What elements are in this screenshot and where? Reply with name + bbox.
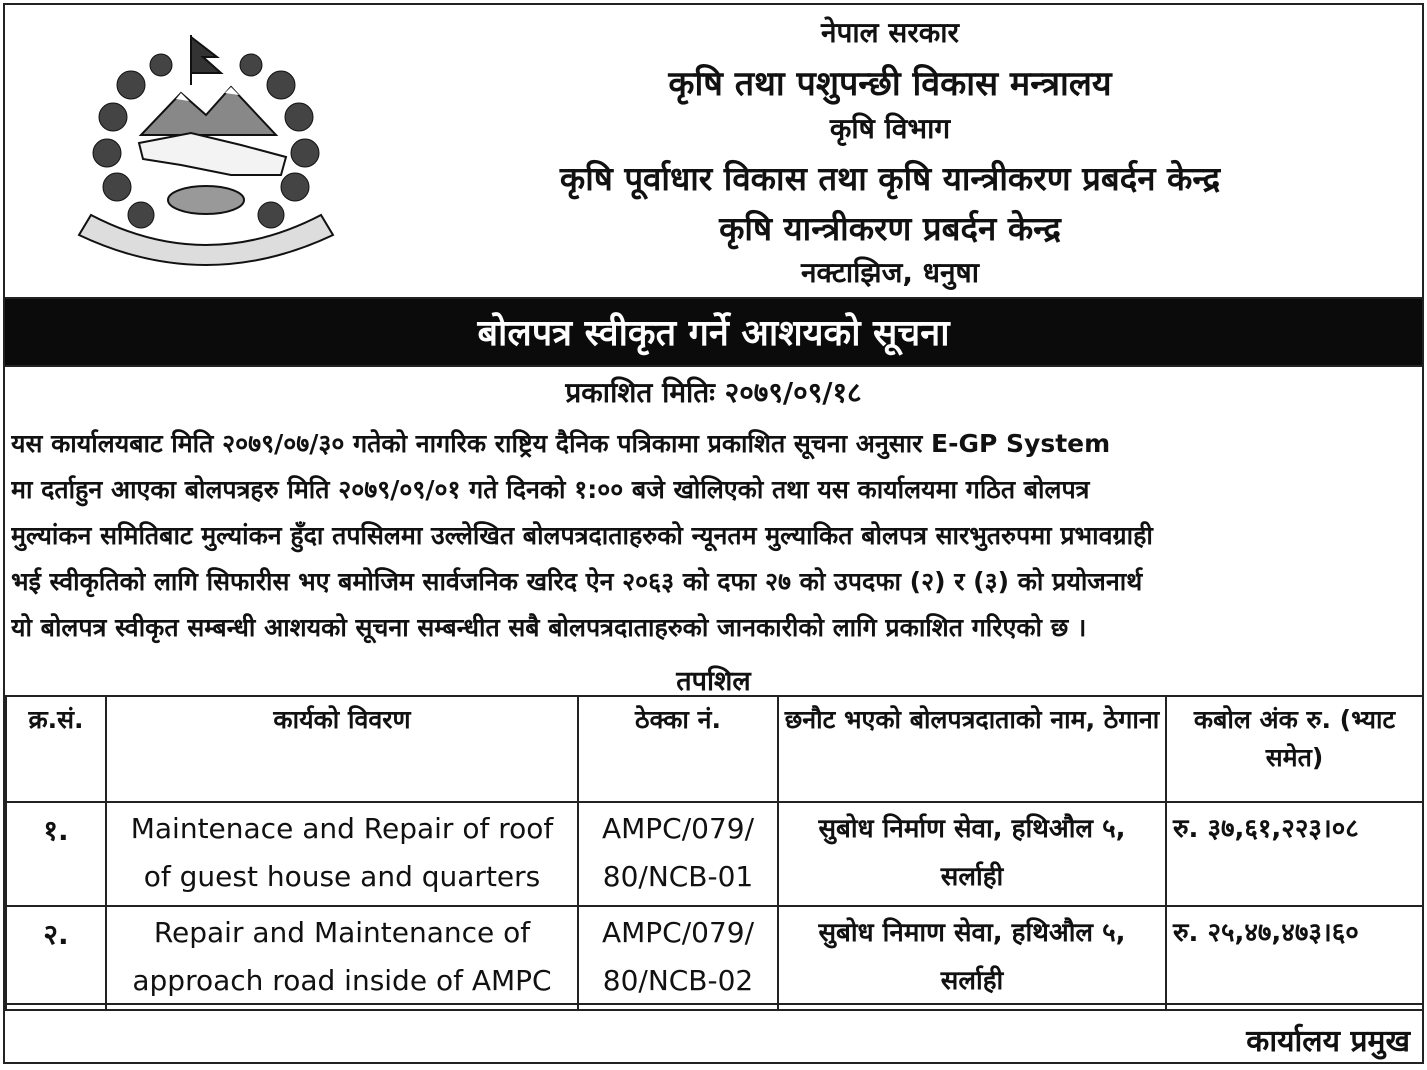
row-bidder: सुबोध निमाण सेवा, हथिऔल ५, सर्लाही (778, 906, 1166, 1010)
row-description: Maintenace and Repair of roof of guest house and quarters (106, 802, 578, 906)
body-line: मुल्यांकन समितिबाट मुल्यांकन हुँदा तपसिलमा उल्लेखित बोलपत्रदाताहरुको न्यूनतम मुल्याकित बोलपत्र सारभुतरुपमा प्रभावग्राही (11, 521, 1153, 550)
row-contract-no: AMPC/079/ 80/NCB-02 (578, 906, 778, 1010)
body-line: यो बोलपत्र स्वीकृत सम्बन्धी आशयको सूचना सम्बन्धीत सबै बोलपत्रदाताहरुको जानकारीको लागि प्रकाशित गरिएको छ । (11, 613, 1087, 642)
body-line: यस कार्यालयबाट मिति २०७९/०७/३० गतेको नागरिक राष्ट्रिय दैनिक पत्रिकामा प्रकाशित सूचना अनुसार E-GP System (11, 429, 1111, 458)
tender-table (5, 695, 1424, 1011)
notice-header (5, 5, 1422, 297)
center-full-name: कृषि पूर्वाधार विकास तथा कृषि यान्त्रीकरण प्रबर्दन केन्द्र (559, 159, 1221, 198)
header-bidder: छनौट भएको बोलपत्रदाताको नाम, ठेगाना (778, 696, 1166, 802)
row-amount: रु. ३७,६१,२२३।०८ (1166, 802, 1423, 906)
header-description: कार्यको विवरण (106, 696, 578, 802)
notice-page (3, 3, 1424, 1064)
center-name: कृषि यान्त्रीकरण प्रबर्दन केन्द्र (719, 209, 1061, 248)
table-header-row (6, 696, 1423, 802)
row-amount: रु. २५,४७,४७३।६० (1166, 906, 1423, 1010)
table-row (6, 906, 1423, 1010)
department-name: कृषि विभाग (829, 112, 951, 145)
row-sn: १. (6, 802, 106, 906)
body-line: भई स्वीकृतिको लागि सिफारीस भए बमोजिम सार्वजनिक खरिद ऐन २०६३ को दफा २७ को उपदफा (२) र (३) को प्रयोजनार्थ (11, 567, 1143, 596)
row-description: Repair and Maintenance of approach road inside of AMPC (106, 906, 578, 1010)
row-bidder: सुबोध निर्माण सेवा, हथिऔल ५, सर्लाही (778, 802, 1166, 906)
nepal-emblem-icon (71, 25, 341, 275)
published-date: प्रकाशित मितिः २०७९/०९/१८ (565, 376, 862, 409)
office-address: नक्टाझिज, धनुषा (801, 256, 979, 289)
header-amount: कबोल अंक रु. (भ्याट समेत) (1166, 696, 1423, 802)
notice-body (11, 421, 1416, 651)
signature-row (5, 1003, 1422, 1064)
schedule-label: तपशिल (676, 666, 751, 697)
table-row (6, 802, 1423, 906)
header-sn: क्र.सं. (6, 696, 106, 802)
body-line: मा दर्ताहुन आएका बोलपत्रहरु मिति २०७९/०९/०१ गते दिनको १:०० बजे खोलिएको तथा यस कार्यालयमा गठित बोलपत्र (11, 475, 1090, 504)
signatory-title: कार्यालय प्रमुख (1246, 1024, 1410, 1059)
row-sn: २. (6, 906, 106, 1010)
row-contract-no: AMPC/079/ 80/NCB-01 (578, 802, 778, 906)
header-contract-no: ठेक्का नं. (578, 696, 778, 802)
ministry-name: कृषि तथा पशुपन्छी विकास मन्त्रालय (668, 64, 1112, 104)
notice-title: बोलपत्र स्वीकृत गर्ने आशयको सूचना (5, 297, 1422, 367)
government-name: नेपाल सरकार (820, 16, 960, 49)
